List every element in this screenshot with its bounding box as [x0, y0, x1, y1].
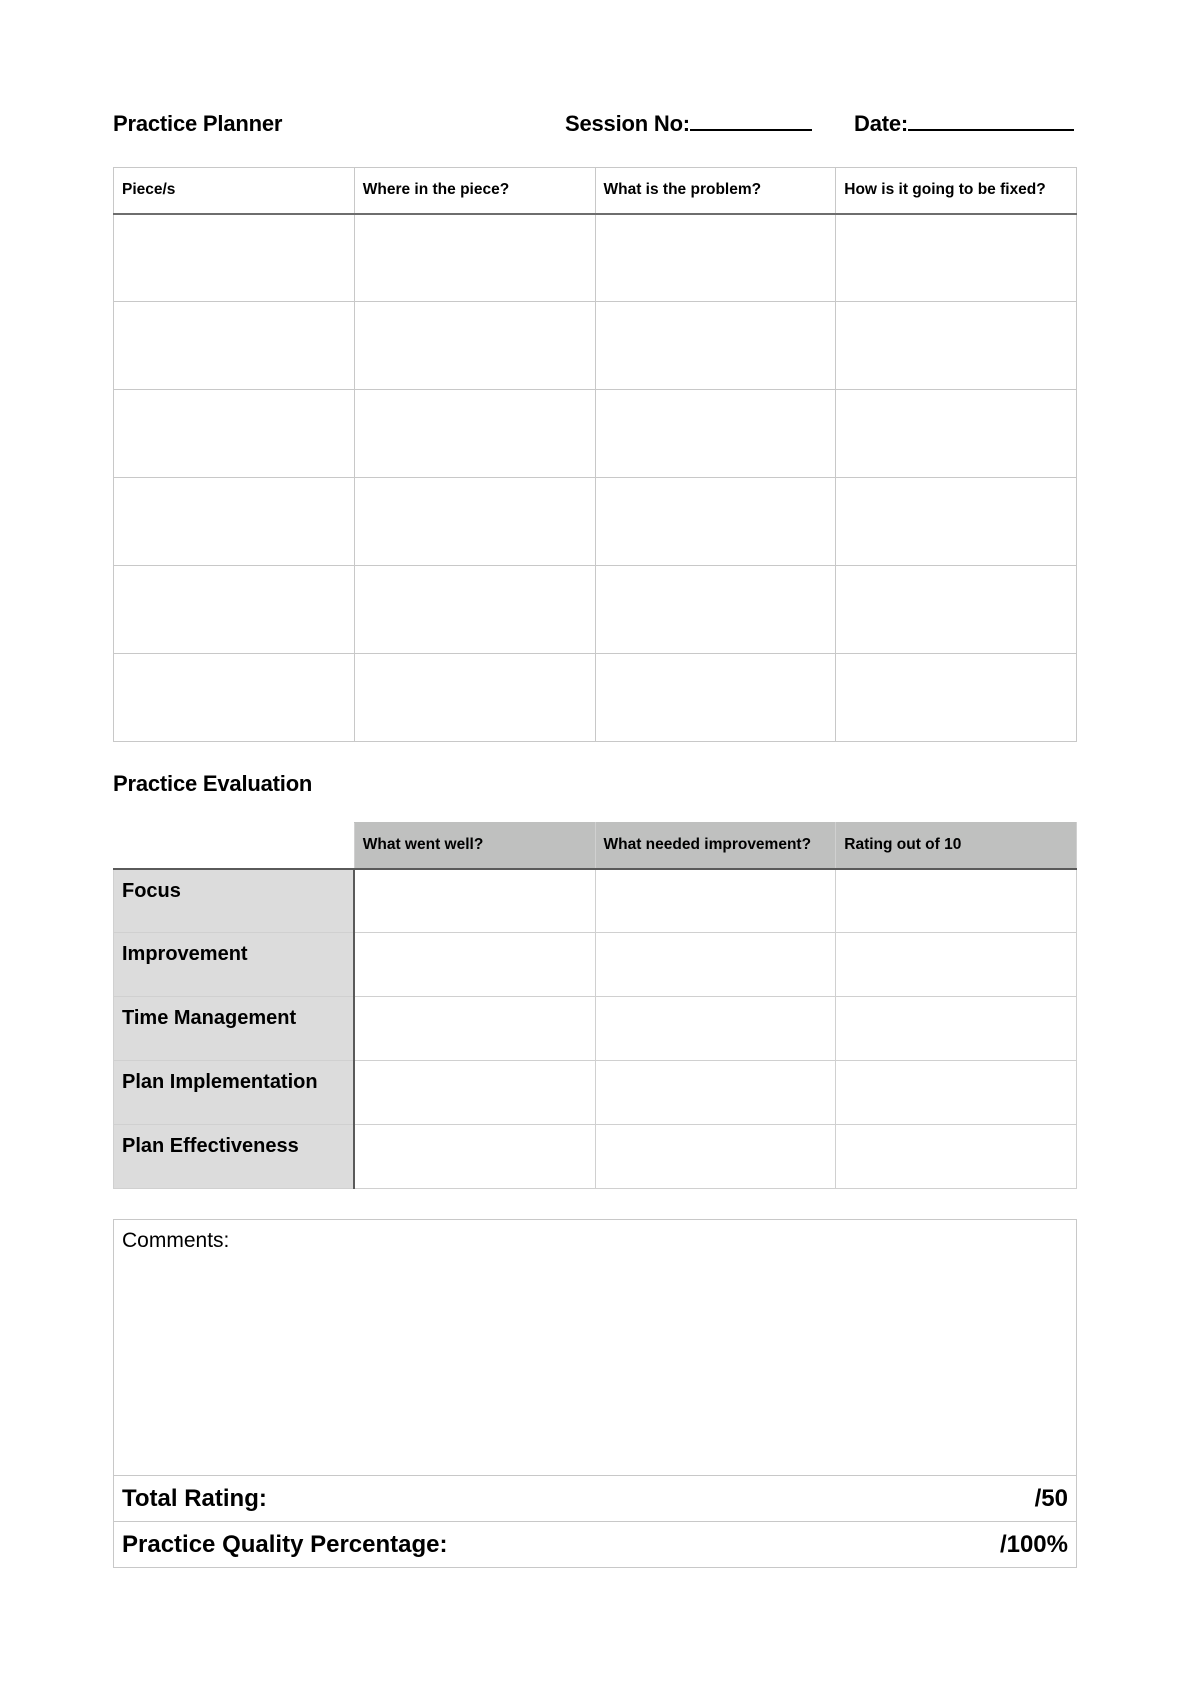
date-label: Date:	[854, 111, 909, 136]
evaluation-row-label: Focus	[114, 869, 355, 933]
evaluation-cell[interactable]	[354, 1125, 595, 1189]
evaluation-header-row	[114, 823, 1077, 869]
page-title: Practice Planner	[113, 111, 283, 136]
total-rating-label: Total Rating:	[122, 1484, 267, 1512]
practice-quality-percentage-label: Practice Quality Percentage:	[122, 1530, 448, 1558]
practice-evaluation-table	[113, 822, 1077, 1189]
total-rating-row[interactable]	[114, 1476, 1077, 1522]
planner-col-pieces: Piece/s	[114, 168, 355, 214]
date-blank[interactable]	[908, 111, 1074, 131]
planner-row	[114, 566, 1077, 654]
summary-table	[113, 1219, 1077, 1568]
evaluation-row-label: Plan Effectiveness	[114, 1125, 355, 1189]
practice-quality-percentage-row[interactable]	[114, 1522, 1077, 1568]
planner-cell[interactable]	[114, 302, 355, 390]
planner-cell[interactable]	[114, 214, 355, 302]
evaluation-col-needed-improvement: What needed improvement?	[595, 823, 836, 869]
planner-cell[interactable]	[595, 302, 836, 390]
evaluation-section-title: Practice Evaluation	[113, 771, 313, 796]
comments-label: Comments:	[122, 1229, 230, 1252]
evaluation-row-label: Plan Implementation	[114, 1061, 355, 1125]
evaluation-cell[interactable]	[595, 997, 836, 1061]
planner-cell[interactable]	[836, 566, 1077, 654]
planner-cell[interactable]	[836, 302, 1077, 390]
planner-cell[interactable]	[595, 478, 836, 566]
planner-row	[114, 654, 1077, 742]
planner-col-problem: What is the problem?	[595, 168, 836, 214]
planner-cell[interactable]	[354, 654, 595, 742]
evaluation-cell[interactable]	[595, 933, 836, 997]
session-number-field[interactable]	[565, 111, 812, 137]
evaluation-cell[interactable]	[354, 933, 595, 997]
evaluation-row-plan-implementation	[114, 1061, 1077, 1125]
planner-row	[114, 390, 1077, 478]
evaluation-row-improvement	[114, 933, 1077, 997]
planner-cell[interactable]	[354, 302, 595, 390]
planner-cell[interactable]	[354, 478, 595, 566]
session-number-blank[interactable]	[690, 111, 812, 131]
planner-row	[114, 214, 1077, 302]
planner-cell[interactable]	[836, 214, 1077, 302]
evaluation-corner-cell	[114, 823, 355, 869]
planner-cell[interactable]	[595, 566, 836, 654]
planner-cell[interactable]	[595, 214, 836, 302]
page-header	[113, 111, 1078, 143]
planner-cell[interactable]	[114, 566, 355, 654]
evaluation-row-focus	[114, 869, 1077, 933]
planner-cell[interactable]	[354, 214, 595, 302]
planner-col-where: Where in the piece?	[354, 168, 595, 214]
planner-cell[interactable]	[836, 478, 1077, 566]
planner-cell[interactable]	[595, 390, 836, 478]
evaluation-cell[interactable]	[354, 869, 595, 933]
total-rating-suffix: /50	[1034, 1484, 1068, 1512]
planner-cell[interactable]	[114, 654, 355, 742]
evaluation-row-label: Improvement	[114, 933, 355, 997]
planner-cell[interactable]	[836, 390, 1077, 478]
evaluation-col-rating: Rating out of 10	[836, 823, 1077, 869]
planner-cell[interactable]	[595, 654, 836, 742]
evaluation-rating-cell[interactable]	[836, 1125, 1077, 1189]
practice-quality-percentage-suffix: /100%	[999, 1530, 1068, 1558]
planner-cell[interactable]	[836, 654, 1077, 742]
evaluation-cell[interactable]	[354, 997, 595, 1061]
evaluation-cell[interactable]	[595, 1125, 836, 1189]
evaluation-rating-cell[interactable]	[836, 1061, 1077, 1125]
evaluation-row-plan-effectiveness	[114, 1125, 1077, 1189]
evaluation-row-label: Time Management	[114, 997, 355, 1061]
planner-cell[interactable]	[354, 390, 595, 478]
planner-col-fix: How is it going to be fixed?	[836, 168, 1077, 214]
session-number-label: Session No:	[565, 111, 690, 136]
planner-row	[114, 302, 1077, 390]
date-field[interactable]	[854, 111, 1074, 137]
evaluation-rating-cell[interactable]	[836, 997, 1077, 1061]
comments-box[interactable]	[114, 1220, 1077, 1476]
planner-header-row	[114, 168, 1077, 214]
evaluation-row-time-management	[114, 997, 1077, 1061]
evaluation-rating-cell[interactable]	[836, 869, 1077, 933]
practice-planner-table	[113, 167, 1077, 742]
evaluation-rating-cell[interactable]	[836, 933, 1077, 997]
planner-cell[interactable]	[114, 390, 355, 478]
evaluation-cell[interactable]	[354, 1061, 595, 1125]
evaluation-cell[interactable]	[595, 1061, 836, 1125]
planner-cell[interactable]	[354, 566, 595, 654]
planner-row	[114, 478, 1077, 566]
evaluation-col-went-well: What went well?	[354, 823, 595, 869]
evaluation-cell[interactable]	[595, 869, 836, 933]
planner-cell[interactable]	[114, 478, 355, 566]
